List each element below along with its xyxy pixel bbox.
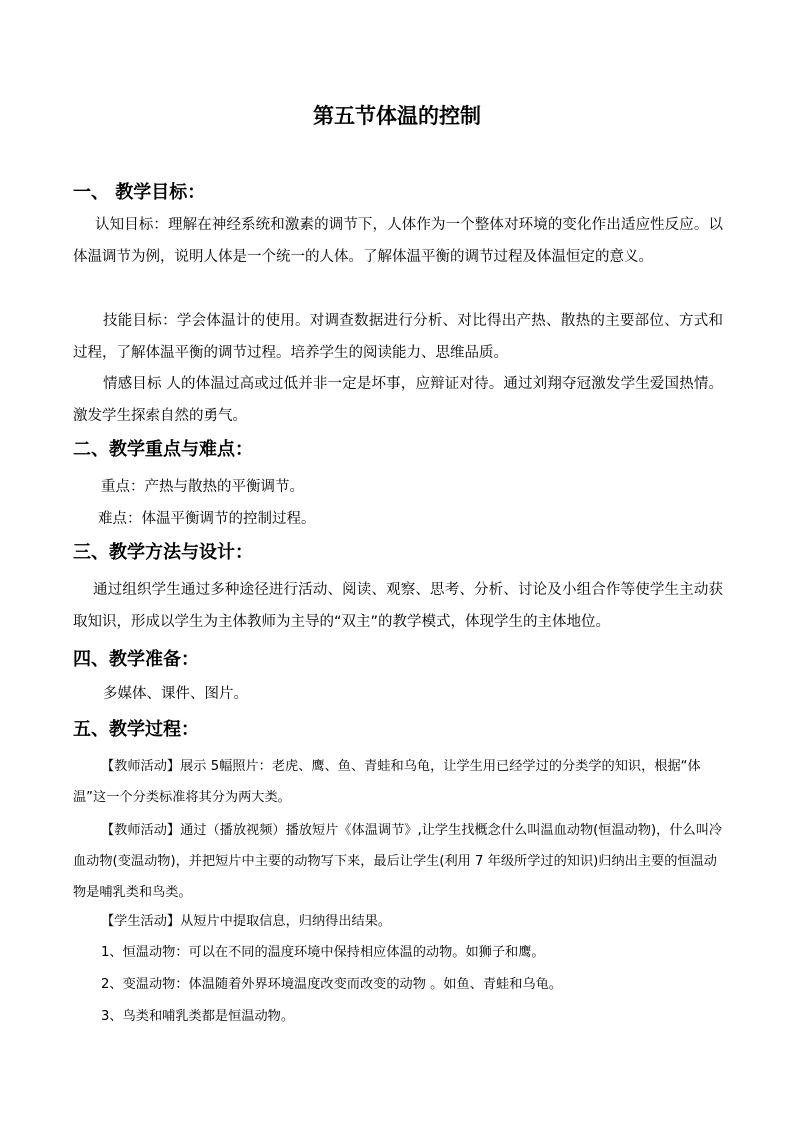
paragraph-student-activity: 【学生活动】从短片中提取信息，归纳得出结果。 bbox=[101, 914, 392, 929]
section-heading-preparation: 四、教学准备： bbox=[73, 649, 199, 670]
section-heading-teaching-goals: 一、 教学目标： bbox=[73, 182, 206, 203]
paragraph-teacher-activity-2: 【教师活动】通过（播放视频）播放短片《体温调节》,让学生找概念什么叫温血动物(恒温动物)，什么叫冷血动物(变温动物)，并把短片中主要的动物写下来，最后让学生(利用 7 年级所学过的知识)归纳出主要的恒温动物是哺乳类和鸟类。 bbox=[73, 823, 723, 900]
list-item-warm-blooded: 1、恒温动物：可以在不同的温度环境中保持相应体温的动物。如狮子和鹰。 bbox=[101, 945, 545, 960]
paragraph-preparation: 多媒体、课件、图片。 bbox=[103, 686, 248, 702]
paragraph-cognitive-goal: 认知目标：理解在神经系统和激素的调节下，人体作为一个整体对环境的变化作出适应性反应。以体温调节为例，说明人体是一个统一的人体。了解体温平衡的调节过程及体温恒定的意义。 bbox=[73, 217, 723, 265]
section-heading-key-points: 二、教学重点与难点： bbox=[73, 439, 253, 460]
paragraph-emotion-goal: 情感目标 人的体温过高或过低并非一定是坏事，应辩证对待。通过刘翔夺冠激发学生爱国热情。激发学生探索自然的勇气。 bbox=[73, 376, 723, 424]
paragraph-difficulty: 难点：体温平衡调节的控制过程。 bbox=[98, 511, 316, 527]
paragraph-methods: 通过组织学生通过多种途径进行活动、阅读、观察、思考、分析、讨论及小组合作等使学生主动获取知识，形成以学生为主体教师为主导的“双主”的教学模式，体现学生的主体地位。 bbox=[73, 582, 723, 630]
section-heading-methods: 三、教学方法与设计： bbox=[73, 542, 253, 563]
list-item-birds-mammals: 3、鸟类和哺乳类都是恒温动物。 bbox=[101, 1009, 295, 1024]
paragraph-key-point: 重点：产热与散热的平衡调节。 bbox=[101, 479, 304, 495]
paragraph-skill-goal: 技能目标：学会体温计的使用。对调查数据进行分析、对比得出产热、散热的主要部位、方式和过程，了解体温平衡的调节过程。培养学生的阅读能力、思维品质。 bbox=[73, 313, 723, 361]
list-item-cold-blooded: 2、变温动物：体温随着外界环境温度改变而改变的动物 。如鱼、青蛙和乌龟。 bbox=[101, 977, 562, 992]
paragraph-teacher-activity-1: 【教师活动】展示 5幅照片：老虎、鹰、鱼、青蛙和乌龟，让学生用已经学过的分类学的知识，根据“体温”这一个分类标准将其分为两大类。 bbox=[73, 759, 701, 805]
document-title: 第五节体温的控制 bbox=[313, 104, 481, 128]
section-heading-process: 五、教学过程： bbox=[73, 719, 199, 740]
